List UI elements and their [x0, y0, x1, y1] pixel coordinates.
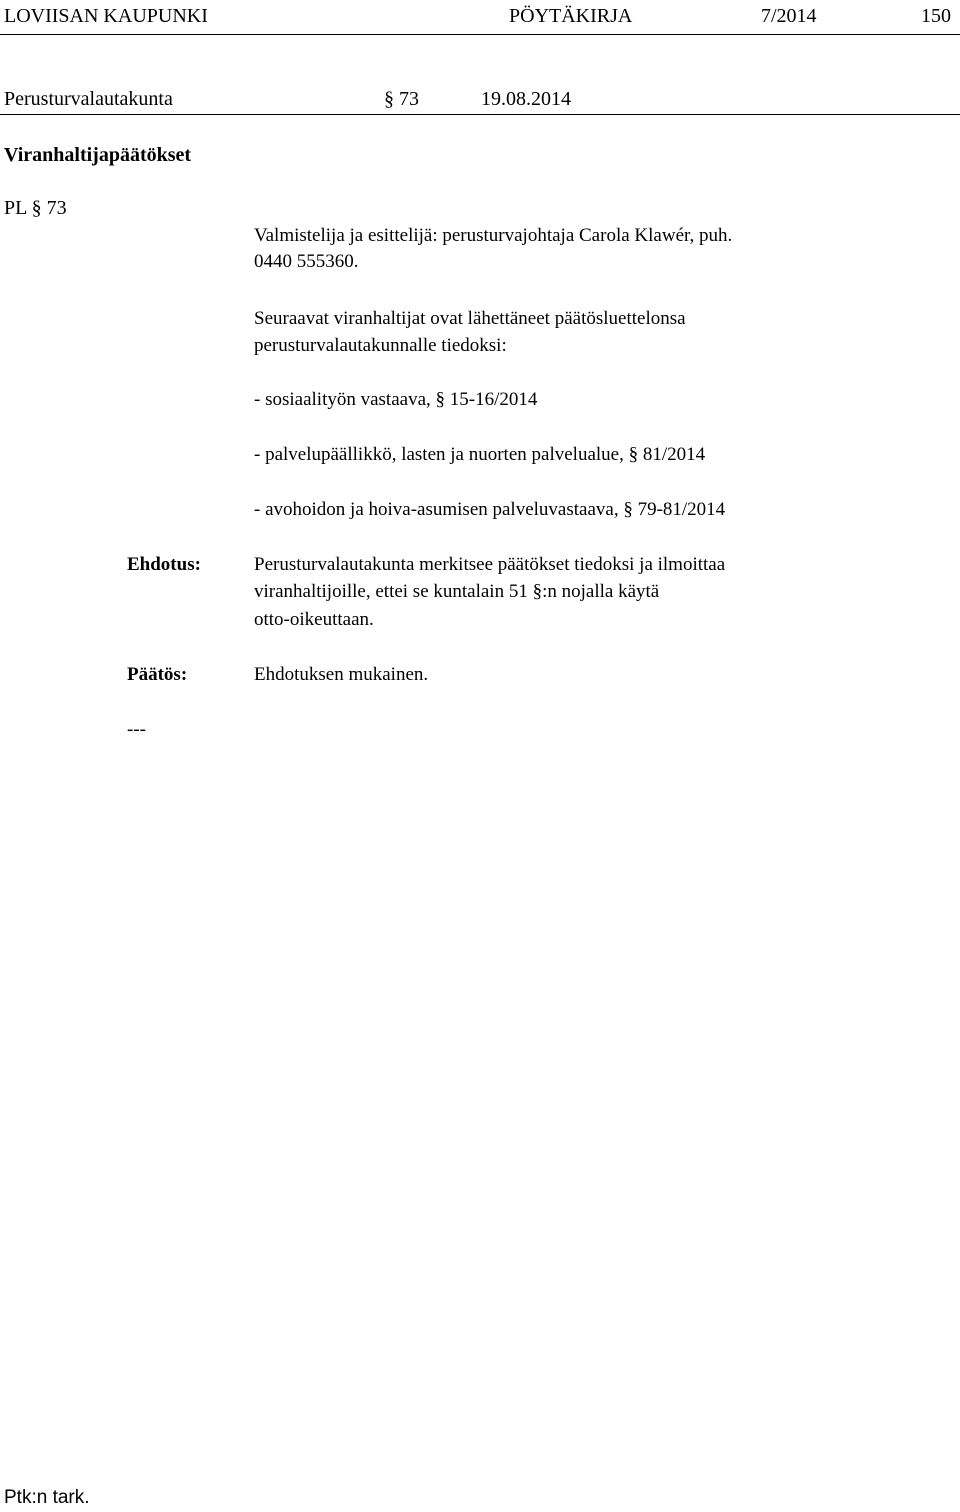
- section-separator: ---: [127, 719, 146, 740]
- topic-title: Viranhaltijapäätökset: [4, 144, 192, 166]
- decision-label: Päätös:: [127, 664, 188, 685]
- footer-verification: Ptk:n tark.: [4, 1487, 90, 1508]
- proposal-line-3: otto-oikeuttaan.: [254, 609, 374, 630]
- header-rule: [0, 34, 960, 35]
- intro-line-1: Seuraavat viranhaltijat ovat lähettäneet päätösluettelonsa: [254, 308, 686, 329]
- meeting-body: Perusturvalautakunta: [4, 88, 173, 110]
- list-item-2: - palvelupäällikkö, lasten ja nuorten palvelualue, § 81/2014: [254, 444, 706, 465]
- list-item-1: - sosiaalityön vastaava, § 15-16/2014: [254, 389, 538, 410]
- issue-number: 7/2014: [761, 5, 817, 27]
- decision-text: Ehdotuksen mukainen.: [254, 664, 429, 685]
- proposal-label: Ehdotus:: [127, 554, 201, 575]
- meeting-date: 19.08.2014: [481, 88, 571, 110]
- preparer-line-2: 0440 555360.: [254, 251, 359, 272]
- proposal-line-1: Perusturvalautakunta merkitsee päätökset tiedoksi ja ilmoittaa: [254, 554, 726, 575]
- org-name: LOVIISAN KAUPUNKI: [4, 5, 208, 27]
- pl-reference: PL § 73: [4, 197, 67, 219]
- proposal-line-2: viranhaltijoille, ettei se kuntalain 51 §:n nojalla käytä: [254, 581, 660, 602]
- preparer-line-1: Valmistelija ja esittelijä: perusturvajohtaja Carola Klawér, puh.: [254, 225, 733, 246]
- list-item-3: - avohoidon ja hoiva-asumisen palveluvastaava, § 79-81/2014: [254, 499, 726, 520]
- page-number: 150: [921, 5, 951, 27]
- meeting-rule: [0, 114, 960, 115]
- intro-line-2: perusturvalautakunnalle tiedoksi:: [254, 335, 507, 356]
- document-type: PÖYTÄKIRJA: [509, 5, 633, 27]
- meeting-section: § 73: [384, 88, 419, 110]
